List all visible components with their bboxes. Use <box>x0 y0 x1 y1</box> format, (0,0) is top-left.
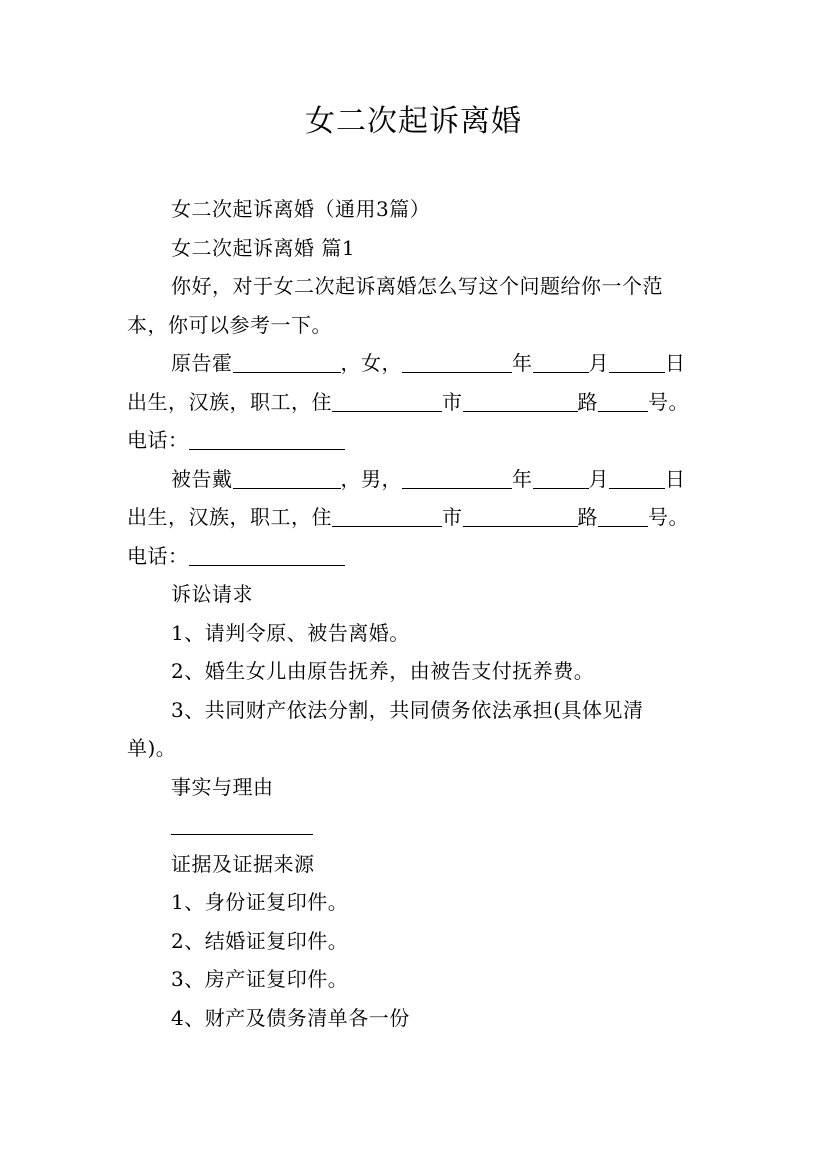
section-heading: 女二次起诉离婚 篇1 <box>171 235 356 260</box>
defendant-road-label: 路 <box>577 505 598 529</box>
plaintiff-city-blank <box>332 389 442 412</box>
plaintiff-birth-text: 出生，汉族，职工，住 <box>127 389 332 414</box>
plaintiff-gender: ，女， <box>340 351 402 375</box>
plaintiff-phone-line <box>127 421 727 460</box>
plaintiff-number-blank <box>598 389 648 412</box>
defendant-day-label: 日 <box>665 466 686 491</box>
plaintiff-city-label: 市 <box>442 389 463 414</box>
claim-3-line-2: 单)。 <box>127 736 177 760</box>
plaintiff-road-label: 路 <box>577 389 598 414</box>
defendant-year-blank <box>402 466 512 489</box>
claim-3-line-1: 3、共同财产依法分割，共同债务依法承担(具体见清 <box>171 697 644 722</box>
intro-line-1: 你好，对于女二次起诉离婚怎么写这个问题给你一个范 <box>171 274 663 298</box>
defendant-number-label: 号。 <box>648 505 689 529</box>
defendant-prefix: 被告戴 <box>171 466 233 491</box>
facts-heading: 事实与理由 <box>171 774 274 799</box>
evidence-3: 3、房产证复印件。 <box>171 967 349 991</box>
plaintiff-name-blank <box>233 350 341 373</box>
plaintiff-year-blank <box>402 350 512 373</box>
defendant-phone-blank <box>189 543 345 566</box>
plaintiff-phone-label: 电话： <box>127 428 189 452</box>
facts-blank <box>171 812 313 835</box>
defendant-name-blank <box>233 466 341 489</box>
plaintiff-number-label: 号。 <box>648 389 689 414</box>
plaintiff-year-label: 年 <box>512 351 533 375</box>
plaintiff-phone-blank <box>189 427 345 450</box>
defendant-phone-label: 电话： <box>127 543 189 568</box>
evidence-2: 2、结婚证复印件。 <box>171 928 349 953</box>
defendant-line-1 <box>127 460 727 499</box>
defendant-city-label: 市 <box>442 505 463 529</box>
evidence-1: 1、身份证复印件。 <box>171 890 349 914</box>
plaintiff-line-1 <box>127 344 727 383</box>
defendant-birth-text: 出生，汉族，职工，住 <box>127 505 332 529</box>
defendant-day-blank <box>609 466 665 489</box>
document-body <box>127 190 727 1037</box>
defendant-number-blank <box>598 504 648 527</box>
intro-line-2: 本，你可以参考一下。 <box>127 312 332 337</box>
claim-1: 1、请判令原、被告离婚。 <box>171 620 410 645</box>
plaintiff-road-blank <box>463 389 578 412</box>
plaintiff-day-blank <box>609 350 665 373</box>
defendant-road-blank <box>463 504 578 527</box>
defendant-month-blank <box>533 466 589 489</box>
defendant-month-label: 月 <box>588 466 609 491</box>
plaintiff-prefix: 原告霍 <box>171 351 233 375</box>
plaintiff-line-2 <box>127 383 727 422</box>
document-title: 女二次起诉离婚 <box>305 104 522 139</box>
defendant-city-blank <box>332 504 442 527</box>
facts-blank-line <box>127 806 727 845</box>
defendant-gender: ，男， <box>340 466 402 491</box>
plaintiff-month-label: 月 <box>588 351 609 375</box>
subtitle: 女二次起诉离婚（通用3篇） <box>171 197 431 221</box>
defendant-year-label: 年 <box>512 466 533 491</box>
evidence-4: 4、财产及债务清单各一份 <box>171 1005 410 1030</box>
plaintiff-day-label: 日 <box>665 351 686 375</box>
plaintiff-month-blank <box>533 350 589 373</box>
evidence-heading: 证据及证据来源 <box>171 851 315 876</box>
defendant-line-2 <box>127 498 727 537</box>
claim-2: 2、婚生女儿由原告抚养，由被告支付抚养费。 <box>171 659 595 683</box>
claims-heading: 诉讼请求 <box>171 582 253 606</box>
defendant-phone-line <box>127 537 727 576</box>
